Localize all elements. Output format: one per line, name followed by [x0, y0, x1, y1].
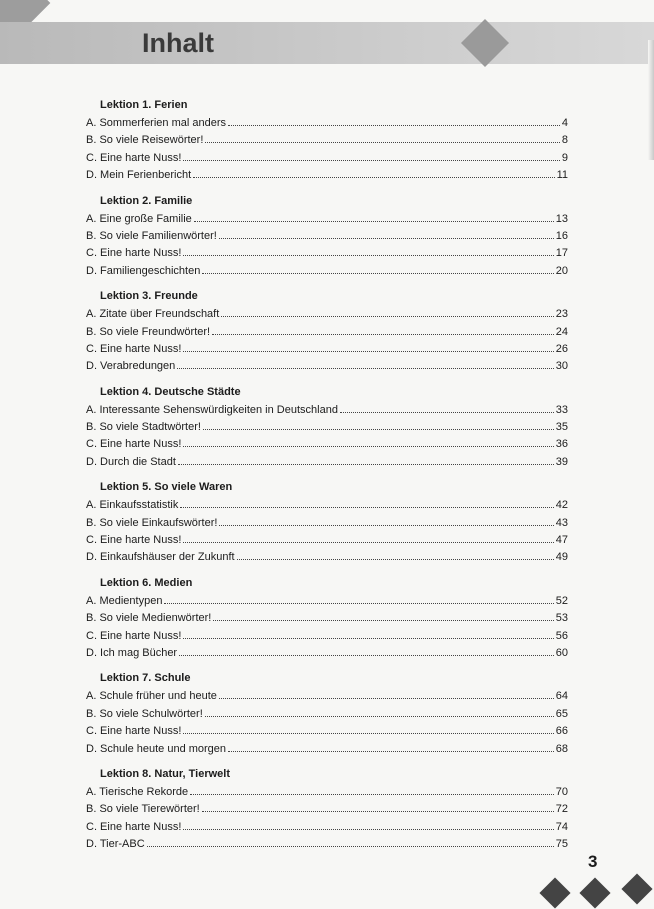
- dot-leader: [183, 722, 553, 734]
- toc-entry: [86, 210, 568, 227]
- toc-section: [86, 765, 568, 853]
- entry-title: A. Medientypen: [86, 594, 163, 607]
- dot-leader: [228, 114, 560, 126]
- entry-page-number: 30: [555, 360, 568, 373]
- entry-page-number: 47: [555, 534, 568, 547]
- entry-title: B. So viele Familienwörter!: [86, 229, 217, 242]
- toc-entry: [86, 835, 568, 852]
- entry-page-number: 4: [561, 117, 568, 129]
- dot-leader: [202, 262, 553, 274]
- entry-page-number: 33: [555, 403, 568, 416]
- toc-entry: [86, 740, 568, 757]
- toc-entry: [86, 305, 568, 322]
- corner-diamond-decoration: [539, 877, 570, 908]
- entry-page-number: 74: [555, 820, 568, 833]
- entry-title: C. Eine harte Nuss!: [86, 820, 182, 833]
- toc-entry: [86, 496, 568, 513]
- toc-entry: [86, 418, 568, 435]
- entry-page-number: 70: [555, 785, 568, 798]
- page-number: 3: [588, 852, 598, 871]
- toc-entry: [86, 800, 568, 817]
- entry-title: D. Einkaufshäuser der Zukunft: [86, 551, 235, 564]
- corner-diamond-decoration: [579, 877, 610, 908]
- entry-title: B. So viele Tierewörter!: [86, 803, 200, 816]
- entry-page-number: 36: [555, 438, 568, 451]
- dot-leader: [219, 687, 554, 699]
- entry-page-number: 13: [555, 212, 568, 225]
- toc-entry: [86, 687, 568, 704]
- toc-entry: [86, 227, 568, 244]
- entry-page-number: 49: [555, 551, 568, 564]
- dot-leader: [183, 244, 553, 256]
- toc-entry: [86, 531, 568, 548]
- dot-leader: [228, 740, 554, 752]
- toc-section: [86, 192, 568, 280]
- entry-page-number: 75: [555, 838, 568, 851]
- entry-title: A. Einkaufsstatistik: [86, 499, 179, 512]
- toc-entry: [86, 453, 568, 470]
- section-title: Lektion 6. Medien: [100, 576, 193, 589]
- toc-entry: [86, 340, 568, 357]
- entry-page-number: 43: [555, 516, 568, 529]
- dot-leader: [183, 340, 553, 352]
- entry-page-number: 60: [555, 646, 568, 659]
- entry-page-number: 39: [555, 455, 568, 468]
- dot-leader: [183, 435, 553, 447]
- toc-entry: [86, 149, 568, 166]
- toc-entry: [86, 262, 568, 279]
- toc-entry: [86, 722, 568, 739]
- section-title: Lektion 8. Natur, Tierwelt: [100, 767, 230, 780]
- dot-leader: [213, 609, 553, 621]
- toc-entry: [86, 783, 568, 800]
- entry-page-number: 52: [555, 594, 568, 607]
- entry-title: B. So viele Stadtwörter!: [86, 421, 201, 434]
- entry-title: C. Eine harte Nuss!: [86, 151, 182, 164]
- entry-title: C. Eine harte Nuss!: [86, 725, 182, 738]
- entry-page-number: 26: [555, 342, 568, 355]
- entry-page-number: 23: [555, 308, 568, 321]
- entry-title: C. Eine harte Nuss!: [86, 629, 182, 642]
- dot-leader: [237, 548, 554, 560]
- entry-page-number: 64: [555, 690, 568, 703]
- entry-page-number: 65: [555, 707, 568, 720]
- dot-leader: [179, 644, 554, 656]
- entry-page-number: 53: [555, 612, 568, 625]
- toc-section: [86, 478, 568, 566]
- page-edge-shadow: [648, 40, 654, 160]
- dot-leader: [202, 800, 554, 812]
- entry-title: D. Mein Ferienbericht: [86, 169, 192, 182]
- toc-section: [86, 383, 568, 471]
- dot-leader: [203, 418, 554, 430]
- header-band: [0, 22, 654, 64]
- dot-leader: [221, 305, 553, 317]
- header-diamond-decoration: [461, 19, 509, 67]
- toc-entry: [86, 627, 568, 644]
- table-of-contents: [86, 96, 568, 861]
- toc-entry: [86, 114, 568, 131]
- entry-page-number: 24: [555, 325, 568, 338]
- toc-section: [86, 287, 568, 375]
- section-title: Lektion 5. So viele Waren: [100, 481, 233, 494]
- entry-page-number: 8: [561, 134, 568, 147]
- toc-entry: [86, 401, 568, 418]
- entry-title: D. Familiengeschichten: [86, 264, 201, 277]
- entry-title: D. Ich mag Bücher: [86, 646, 178, 659]
- section-title: Lektion 7. Schule: [100, 672, 191, 685]
- entry-title: B. So viele Freundwörter!: [86, 325, 211, 338]
- entry-title: A. Eine große Familie: [86, 212, 192, 225]
- entry-title: D. Durch die Stadt: [86, 455, 176, 468]
- toc-entry: [86, 609, 568, 626]
- toc-entry: [86, 705, 568, 722]
- entry-title: A. Interessante Sehenswürdigkeiten in Deutschland: [86, 403, 338, 416]
- section-title: Lektion 3. Freunde: [100, 290, 198, 303]
- entry-title: A. Schule früher und heute: [86, 690, 217, 703]
- section-title: Lektion 4. Deutsche Städte: [100, 385, 241, 398]
- toc-entry: [86, 166, 568, 183]
- entry-page-number: 35: [555, 421, 568, 434]
- section-title: Lektion 2. Familie: [100, 194, 193, 207]
- dot-leader: [164, 592, 553, 604]
- entry-page-number: 42: [555, 499, 568, 512]
- dot-leader: [340, 401, 554, 413]
- dot-leader: [180, 496, 553, 508]
- entry-page-number: 66: [555, 725, 568, 738]
- entry-title: D. Tier-ABC: [86, 838, 145, 851]
- dot-leader: [219, 227, 554, 239]
- toc-entry: [86, 644, 568, 661]
- entry-title: C. Eine harte Nuss!: [86, 342, 182, 355]
- entry-title: C. Eine harte Nuss!: [86, 247, 182, 260]
- entry-title: C. Eine harte Nuss!: [86, 438, 182, 451]
- entry-title: C. Eine harte Nuss!: [86, 534, 182, 547]
- toc-entry: [86, 435, 568, 452]
- dot-leader: [205, 131, 559, 143]
- entry-page-number: 11: [556, 169, 568, 182]
- entry-title: A. Sommerferien mal anders: [86, 117, 226, 129]
- toc-entry: [86, 131, 568, 148]
- entry-page-number: 20: [555, 264, 568, 277]
- dot-leader: [219, 514, 553, 526]
- dot-leader: [194, 210, 554, 222]
- entry-title: D. Schule heute und morgen: [86, 742, 227, 755]
- dot-leader: [147, 835, 554, 847]
- entry-page-number: 68: [555, 742, 568, 755]
- toc-entry: [86, 818, 568, 835]
- entry-title: B. So viele Medienwörter!: [86, 612, 212, 625]
- toc-entry: [86, 514, 568, 531]
- dot-leader: [205, 705, 554, 717]
- toc-entry: [86, 357, 568, 374]
- entry-page-number: 56: [555, 629, 568, 642]
- toc-section: [86, 669, 568, 757]
- toc-section: [86, 574, 568, 662]
- toc-section: [86, 96, 568, 184]
- toc-entry: [86, 244, 568, 261]
- dot-leader: [178, 453, 554, 465]
- entry-title: B. So viele Einkaufswörter!: [86, 516, 218, 529]
- page-title: Inhalt: [142, 28, 214, 58]
- entry-page-number: 17: [555, 247, 568, 260]
- entry-page-number: 72: [555, 803, 568, 816]
- dot-leader: [193, 166, 554, 178]
- dot-leader: [183, 818, 553, 830]
- entry-title: D. Verabredungen: [86, 360, 176, 373]
- toc-entry: [86, 548, 568, 565]
- entry-title: A. Tierische Rekorde: [86, 785, 189, 798]
- dot-leader: [183, 531, 553, 543]
- dot-leader: [212, 323, 554, 335]
- dot-leader: [183, 149, 560, 161]
- entry-page-number: 9: [561, 151, 568, 164]
- toc-entry: [86, 592, 568, 609]
- toc-entry: [86, 323, 568, 340]
- entry-title: B. So viele Reisewörter!: [86, 134, 204, 147]
- section-title: Lektion 1. Ferien: [100, 99, 188, 111]
- dot-leader: [177, 357, 553, 369]
- dot-leader: [183, 627, 553, 639]
- entry-title: A. Zitate über Freundschaft: [86, 308, 220, 321]
- dot-leader: [190, 783, 554, 795]
- entry-title: B. So viele Schulwörter!: [86, 707, 203, 720]
- entry-page-number: 16: [555, 229, 568, 242]
